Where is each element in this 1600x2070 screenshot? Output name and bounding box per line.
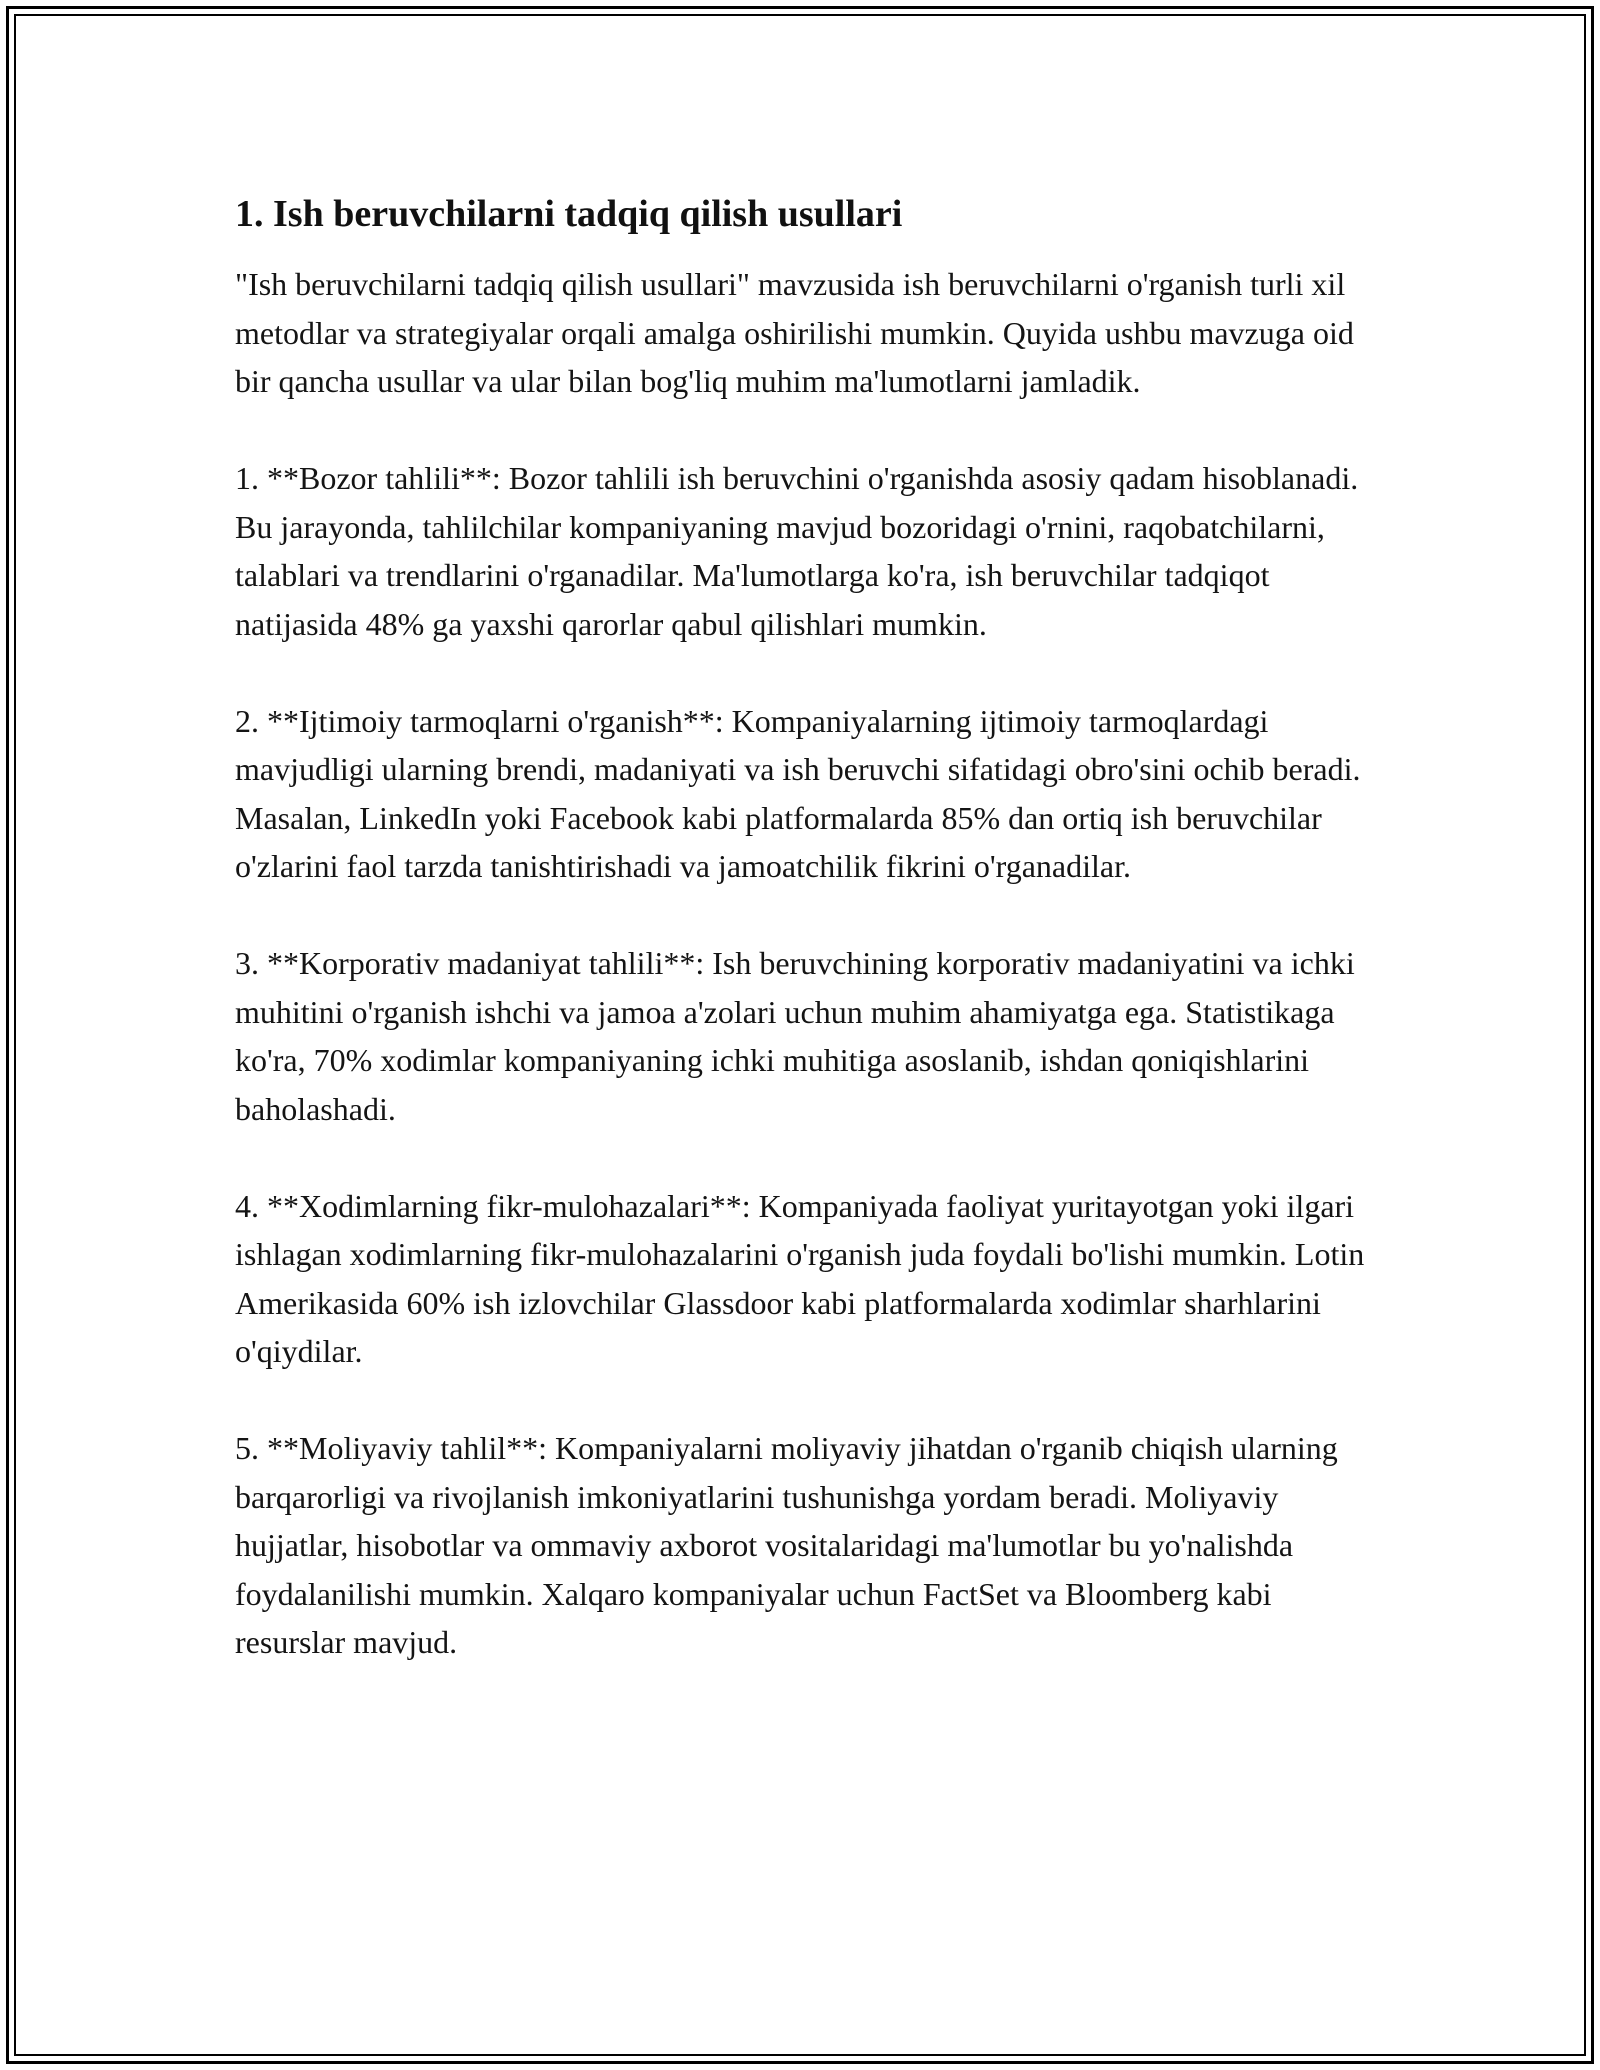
list-item-korporativ-madaniyat: 3. **Korporativ madaniyat tahlili**: Ish beruvchining korporativ madaniyatini va ichki muhitini o'rganish ishchi va jamoa a'zolari uchun muhim ahamiyatga ega. Statistikaga ko'ra, 70% xodimlar kompaniyaning ichki muhitiga asoslanib, ishdan qoniqishlarini baholashadi. — [235, 945, 1355, 1127]
list-item-moliyaviy-tahlil: 5. **Moliyaviy tahlil**: Kompaniyalarni moliyaviy jihatdan o'rganib chiqish ularning barqarorligi va rivojlanish imkoniyatlarini tushunishga yordam beradi. Moliyaviy hujjatlar, hisobotlar va ommaviy axborot vositalaridagi ma'lumotlar bu yo'nalishda foydalanilishi mumkin. Xalqaro kompaniyalar uchun FactSet va Bloomberg kabi resurslar mavjud. — [235, 1430, 1338, 1660]
list-item-bozor-tahlili: 1. **Bozor tahlili**: Bozor tahlili ish beruvchini o'rganishda asosiy qadam hisoblanadi. Bu jarayonda, tahlilchilar kompaniyaning mavjud bozoridagi o'rnini, raqobatchilarni, talablari va trendlarini o'rganadilar. Ma'lumotlarga ko'ra, ish beruvchilar tadqiqot natijasida 48% ga yaxshi qarorlar qabul qilishlari mumkin. — [235, 460, 1359, 642]
document-body — [235, 188, 1385, 1667]
list-item-xodimlar-fikri: 4. **Xodimlarning fikr-mulohazalari**: Kompaniyada faoliyat yuritayotgan yoki ilgari ishlagan xodimlarning fikr-mulohazalarini o'rganish juda foydali bo'lishi mumkin. Lotin Amerikasida 60% ish izlovchilar Glassdoor kabi platformalarda xodimlar sharhlarini o'qiydilar. — [235, 1187, 1365, 1369]
document-title: 1. Ish beruvchilarni tadqiq qilish usullari — [235, 193, 903, 235]
intro-paragraph: "Ish beruvchilarni tadqiq qilish usullari" mavzusida ish beruvchilarni o'rganish turli xil metodlar va strategiyalar orqali amalga oshirilishi mumkin. Quyida ushbu mavzuga oid bir qancha usullar va ular bilan bog'liq muhim ma'lumotlarni jamladik. — [235, 266, 1354, 399]
list-item-ijtimoiy-tarmoqlar: 2. **Ijtimoiy tarmoqlarni o'rganish**: Kompaniyalarning ijtimoiy tarmoqlardagi mavjudligi ularning brendi, madaniyati va ish beruvchi sifatidagi obro'sini ochib beradi. Masalan, LinkedIn yoki Facebook kabi platformalarda 85% dan ortiq ish beruvchilar o'zlarini faol tarzda tanishtirishadi va jamoatchilik fikrini o'rganadilar. — [235, 702, 1361, 884]
